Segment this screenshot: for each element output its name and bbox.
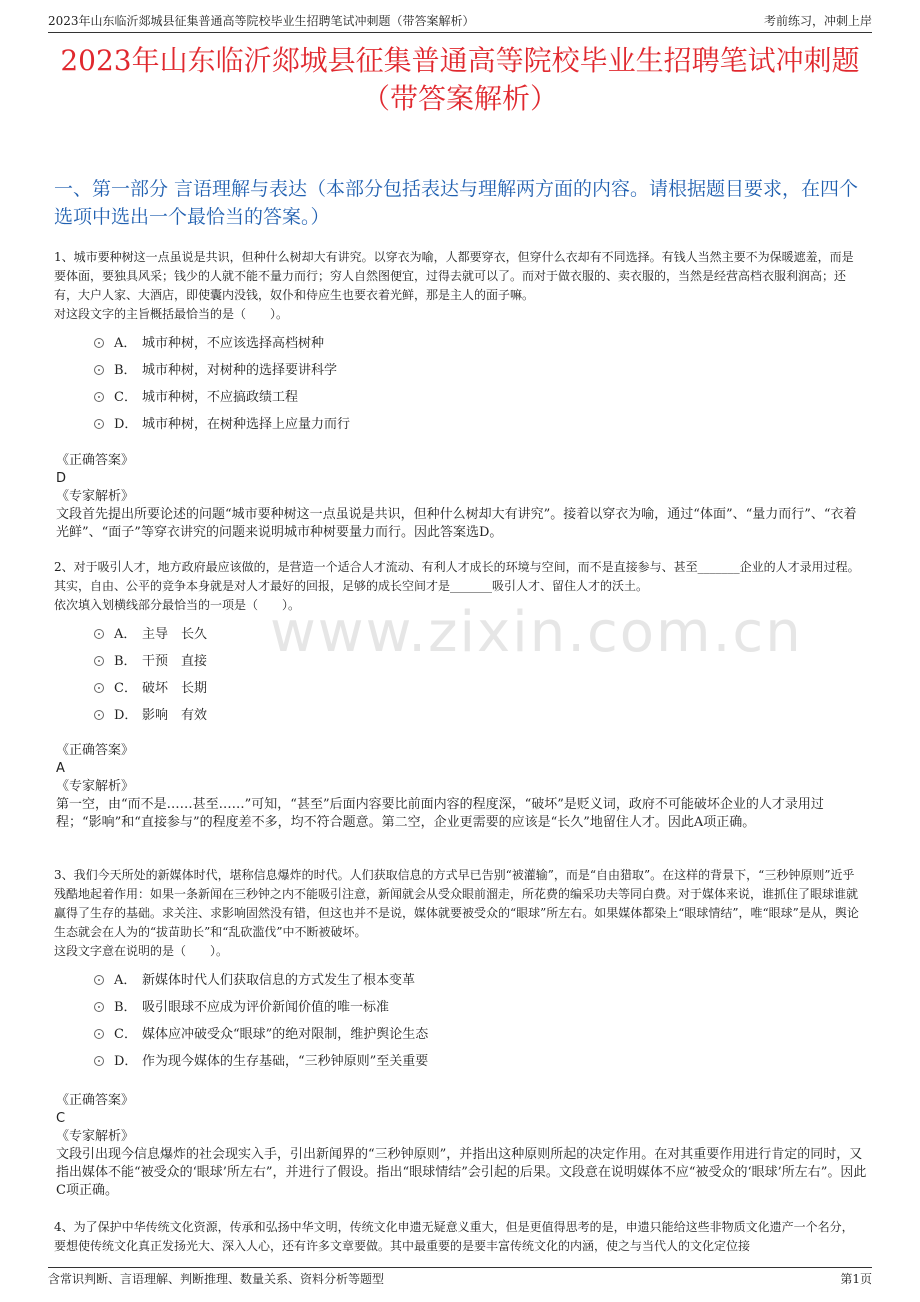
option-text: 作为现今媒体的生存基础，“三秒钟原则”至关重要 (142, 1054, 429, 1069)
option-d[interactable]: D． 影响 有效 (54, 702, 864, 729)
radio-icon[interactable] (94, 338, 104, 348)
watermark: www.zixin.com.cn (270, 600, 803, 665)
radio-icon[interactable] (94, 656, 104, 666)
radio-icon[interactable] (94, 419, 104, 429)
option-c[interactable]: C． 城市种树，不应搞政绩工程 (54, 384, 864, 411)
answer-explanation: 文段引出现今信息爆炸的社会现实入手，引出新闻界的“三秒钟原则”，并指出这种原则所起的决定作用。在对其重要作用进行肯定的同时，又指出媒体不能“被受众的‘眼球’所左右”，并进行了假设。指出“眼球情结”会引起的后果。文段意在说明媒体不应“被受众的‘眼球’所左右”。因此C项正确。 (56, 1147, 867, 1198)
option-a[interactable]: A． 主导 长久 (54, 621, 864, 648)
option-list (54, 621, 864, 729)
option-b[interactable]: B． 吸引眼球不应成为评价新闻价值的唯一标准 (54, 994, 864, 1021)
answer-label: 《正确答案》 (56, 453, 135, 468)
answer-block-3 (56, 1092, 868, 1200)
answer-label: 《正确答案》 (56, 743, 135, 758)
option-b[interactable]: B． 干预 直接 (54, 648, 864, 675)
expert-label: 《专家解析》 (56, 779, 135, 794)
radio-icon[interactable] (94, 683, 104, 693)
radio-icon[interactable] (94, 629, 104, 639)
option-text: 城市种树，不应搞政绩工程 (142, 390, 299, 405)
radio-icon[interactable] (94, 365, 104, 375)
radio-icon[interactable] (94, 710, 104, 720)
radio-icon[interactable] (94, 1029, 104, 1039)
answer-block-2 (56, 742, 868, 832)
option-d[interactable]: D． 作为现今媒体的生存基础，“三秒钟原则”至关重要 (54, 1048, 864, 1075)
radio-icon[interactable] (94, 1002, 104, 1012)
option-text: 干预 直接 (142, 654, 208, 669)
section-heading: 一、第一部分 言语理解与表达（本部分包括表达与理解两方面的内容。请根据题目要求，在四个选项中选出一个最恰当的答案。） (54, 178, 859, 228)
question-1 (54, 248, 864, 438)
page-header (48, 10, 872, 33)
question-ask: 对这段文字的主旨概括最恰当的是（ ）。 (54, 307, 289, 321)
answer-value: A (56, 761, 65, 776)
option-c[interactable]: C． 破坏 长期 (54, 675, 864, 702)
question-stem: 2、对于吸引人才，地方政府最应该做的，是营造一个适合人才流动、有利人才成长的环境与空间，而不是直接参与、甚至_______企业的人才录用过程。其实，自由、公平的竞争本身就是对人才最好的回报，足够的成长空间才是_______吸引人才、留住人才的沃土。 (54, 560, 860, 593)
option-b[interactable]: B． 城市种树，对树种的选择要讲科学 (54, 357, 864, 384)
question-ask: 依次填入划横线部分最恰当的一项是（ ）。 (54, 598, 301, 612)
question-4 (54, 1218, 864, 1256)
document-title: 2023年山东临沂郯城县征集普通高等院校毕业生招聘笔试冲刺题（带答案解析） (60, 44, 860, 115)
question-stem: 4、为了保护中华传统文化资源，传承和弘扬中华文明，传统文化申遗无疑意义重大，但是更值得思考的是，申遗只能给这些非物质文化遗产一个名分，要想使传统文化真正发扬光大、深入人心，还有许多文章要做。其中最重要的是要丰富传统文化的内涵，使之与当代人的文化定位接 (54, 1220, 854, 1253)
answer-explanation: 文段首先提出所要论述的问题“城市要种树这一点虽说是共识，但种什么树却大有讲究”。接着以穿衣为喻，通过“体面”、“量力而行”、“衣着光鲜”、“面子”等穿衣讲究的问题来说明城市种树要量力而行。因此答案选D。 (56, 507, 857, 540)
option-d[interactable]: D． 城市种树，在树种选择上应量力而行 (54, 411, 864, 438)
option-text: 城市种树，对树种的选择要讲科学 (142, 363, 338, 378)
radio-icon[interactable] (94, 1056, 104, 1066)
option-text: 主导 长久 (142, 627, 208, 642)
answer-explanation: 第一空，由“而不是……甚至……”可知，“甚至”后面内容要比前面内容的程度深，“破坏”是贬义词，政府不可能破坏企业的人才录用过程；“影响”和“直接参与”的程度差不多，均不符合题意。第二空，企业更需要的应该是“长久”地留住人才。因此A项正确。 (56, 797, 824, 830)
answer-value: D (56, 471, 67, 486)
header-slogan: 考前练习，冲刺上岸 (763, 14, 872, 28)
question-ask: 这段文字意在说明的是（ ）。 (54, 944, 229, 958)
option-list (54, 967, 864, 1075)
option-text: 媒体应冲破受众“眼球”的绝对限制，维护舆论生态 (142, 1027, 429, 1042)
footer-question-types: 含常识判断、言语理解、判断推理、数量关系、资料分析等题型 (48, 1272, 385, 1286)
header-doc-title: 2023年山东临沂郯城县征集普通高等院校毕业生招聘笔试冲刺题（带答案解析） (48, 14, 475, 28)
question-3 (54, 866, 864, 1075)
option-text: 城市种树，在树种选择上应量力而行 (142, 417, 351, 432)
expert-label: 《专家解析》 (56, 489, 135, 504)
option-a[interactable]: A． 新媒体时代人们获取信息的方式发生了根本变革 (54, 967, 864, 994)
radio-icon[interactable] (94, 975, 104, 985)
page-footer (48, 1267, 872, 1288)
option-text: 城市种树，不应该选择高档树种 (142, 336, 325, 351)
question-2 (54, 558, 864, 729)
answer-label: 《正确答案》 (56, 1093, 135, 1108)
radio-icon[interactable] (94, 392, 104, 402)
page-number: 第1页 (840, 1272, 872, 1286)
question-stem: 1、城市要种树这一点虽说是共识，但种什么树却大有讲究。以穿衣为喻，人都要穿衣，但穿什么衣却有不同选择。有钱人当然主要不为保暖遮羞，而是要体面，要独具风采；钱少的人就不能不量力而行；穷人自然图便宜，过得去就可以了。而对于做衣服的、卖衣服的，当然是经营高档衣服利润高；还有，大户人家、大酒店，即使囊内没钱，奴仆和侍应生也要衣着光鲜，那是主人的面子嘛。 (54, 250, 854, 302)
answer-value: C (56, 1111, 66, 1126)
option-text: 破坏 长期 (142, 681, 208, 696)
question-stem: 3、我们今天所处的新媒体时代，堪称信息爆炸的时代。人们获取信息的方式早已告别“被灌输”，而是“自由猎取”。在这样的背景下，“三秒钟原则”近乎残酷地起着作用：如果一条新闻在三秒钟之内不能吸引注意，新闻就会从受众眼前溜走，所花费的编采功夫等同白费。对于媒体来说，谁抓住了眼球谁就赢得了生存的基础。求关注、求影响固然没有错，但这也并不是说，媒体就要被受众的“眼球”所左右。如果媒体都染上“眼球情结”，唯“眼球”是从，舆论生态就会在人为的“拔苗助长”和“乱砍滥伐”中不断被破坏。 (54, 868, 859, 939)
option-text: 影响 有效 (142, 708, 208, 723)
option-c[interactable]: C． 媒体应冲破受众“眼球”的绝对限制，维护舆论生态 (54, 1021, 864, 1048)
option-text: 吸引眼球不应成为评价新闻价值的唯一标准 (142, 1000, 390, 1015)
option-list (54, 330, 864, 438)
answer-block-1 (56, 452, 868, 542)
option-text: 新媒体时代人们获取信息的方式发生了根本变革 (142, 973, 416, 988)
expert-label: 《专家解析》 (56, 1129, 135, 1144)
option-a[interactable]: A． 城市种树，不应该选择高档树种 (54, 330, 864, 357)
